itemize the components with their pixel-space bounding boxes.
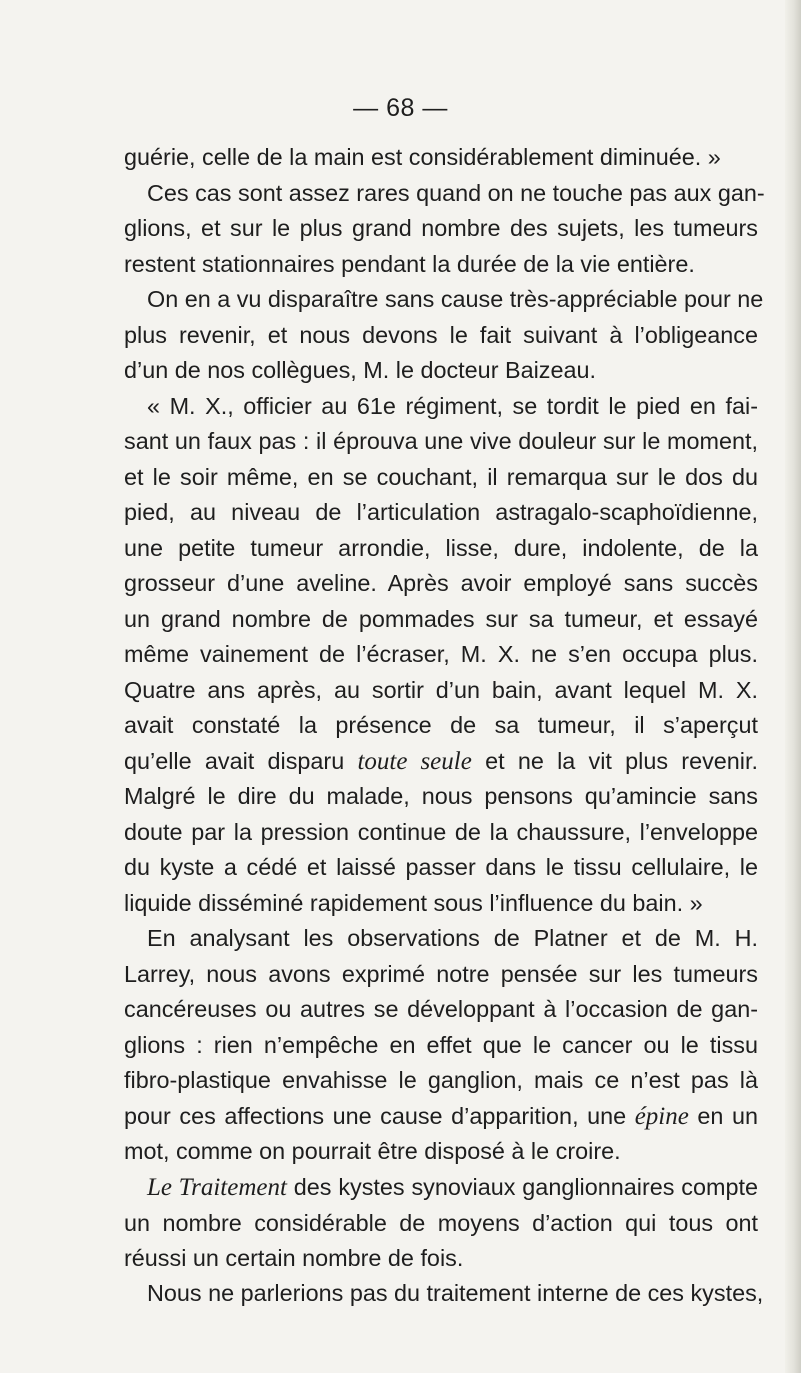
text-run: des kystes synoviaux ganglionnaires compte: [286, 1174, 758, 1200]
text-line-mixed: [124, 744, 758, 780]
text-line-mixed: [124, 1170, 758, 1206]
italic-word: épine: [634, 1102, 689, 1130]
text-line: Ces cas sont assez rares quand on ne touche pas aux gan-: [147, 179, 765, 206]
text-line: « M. X., officier au 61e régiment, se tordit le pied en fai-: [147, 392, 758, 419]
text-line: un nombre considérable de moyens d’action qui tous ont: [124, 1209, 758, 1236]
paragraph-continuation: [124, 140, 758, 176]
text-line: Larrey, nous avons exprimé notre pensée sur les tumeurs: [124, 960, 758, 987]
text-line: restent stationnaires pendant la durée de la vie entière.: [124, 250, 695, 277]
text-line: Quatre ans après, au sortir d’un bain, avant lequel M. X.: [124, 676, 758, 703]
text-line: fibro-plastique envahisse le ganglion, mais ce n’est pas là: [124, 1067, 758, 1093]
paragraph-ganglions: [124, 176, 765, 283]
text-run: et ne la vit plus revenir.: [471, 747, 758, 774]
text-line: glions, et sur le plus grand nombre des sujets, les tumeurs: [124, 215, 758, 241]
text-run: en un: [688, 1102, 758, 1129]
text-line: pied, au niveau de l’articulation astragalo-scaphoïdienne,: [124, 499, 758, 525]
text-line: réussi un certain nombre de fois.: [124, 1245, 464, 1271]
text-line: une petite tumeur arrondie, lisse, dure, indolente, de la: [124, 534, 758, 561]
text-line: Malgré le dire du malade, nous pensons qu’amincie sans: [124, 783, 758, 809]
text-line: mot, comme on pourrait être disposé à le croire.: [124, 1138, 621, 1164]
italic-phrase: toute seule: [357, 747, 472, 775]
paragraph-final: [124, 1276, 764, 1312]
text-line: sant un faux pas : il éprouva une vive douleur sur le moment,: [124, 428, 758, 454]
page-edge: [785, 0, 801, 1373]
italic-heading: Le Traitement: [147, 1174, 287, 1201]
text-line: On en a vu disparaître sans cause très-appréciable pour ne: [147, 286, 764, 312]
text-run: pour ces affections une cause d’apparition, une: [124, 1102, 635, 1129]
paragraph-analyse: [124, 921, 758, 1170]
text-line: Nous ne parlerions pas du traitement interne de ces kystes,: [147, 1280, 764, 1306]
text-line: du kyste a cédé et laissé passer dans le tissu cellulaire, le: [124, 854, 758, 880]
text-line: liquide disséminé rapidement sous l’influence du bain. »: [124, 889, 703, 916]
page-number: — 68 —: [353, 94, 448, 122]
paragraph-observation: [124, 389, 758, 922]
text-line-mixed: [124, 1099, 758, 1135]
text-run: qu’elle avait disparu: [124, 747, 358, 774]
text-line: et le soir même, en se couchant, il remarqua sur le dos du: [124, 463, 758, 490]
text-line: glions : rien n’empêche en effet que le cancer ou le tissu: [124, 1031, 758, 1058]
text-line: plus revenir, et nous devons le fait suivant à l’obligeance: [124, 321, 758, 348]
text-line: même vainement de l’écraser, M. X. ne s’en occupa plus.: [124, 641, 758, 667]
paragraph-traitement: [124, 1170, 758, 1277]
text-line: doute par la pression continue de la chaussure, l’enveloppe: [124, 818, 758, 845]
text-line: un grand nombre de pommades sur sa tumeur, et essayé: [124, 605, 758, 632]
text-line: guérie, celle de la main est considérablement diminuée. »: [124, 144, 721, 170]
text-line: avait constaté la présence de sa tumeur, il s’aperçut: [124, 712, 758, 738]
text-line: En analysant les observations de Platner et de M. H.: [147, 925, 758, 951]
text-line: grosseur d’une aveline. Après avoir employé sans succès: [124, 570, 758, 596]
text-line: cancéreuses ou autres se développant à l’occasion de gan-: [124, 996, 758, 1022]
paragraph-disparition: [124, 282, 764, 389]
text-line: d’un de nos collègues, M. le docteur Baizeau.: [124, 357, 597, 383]
